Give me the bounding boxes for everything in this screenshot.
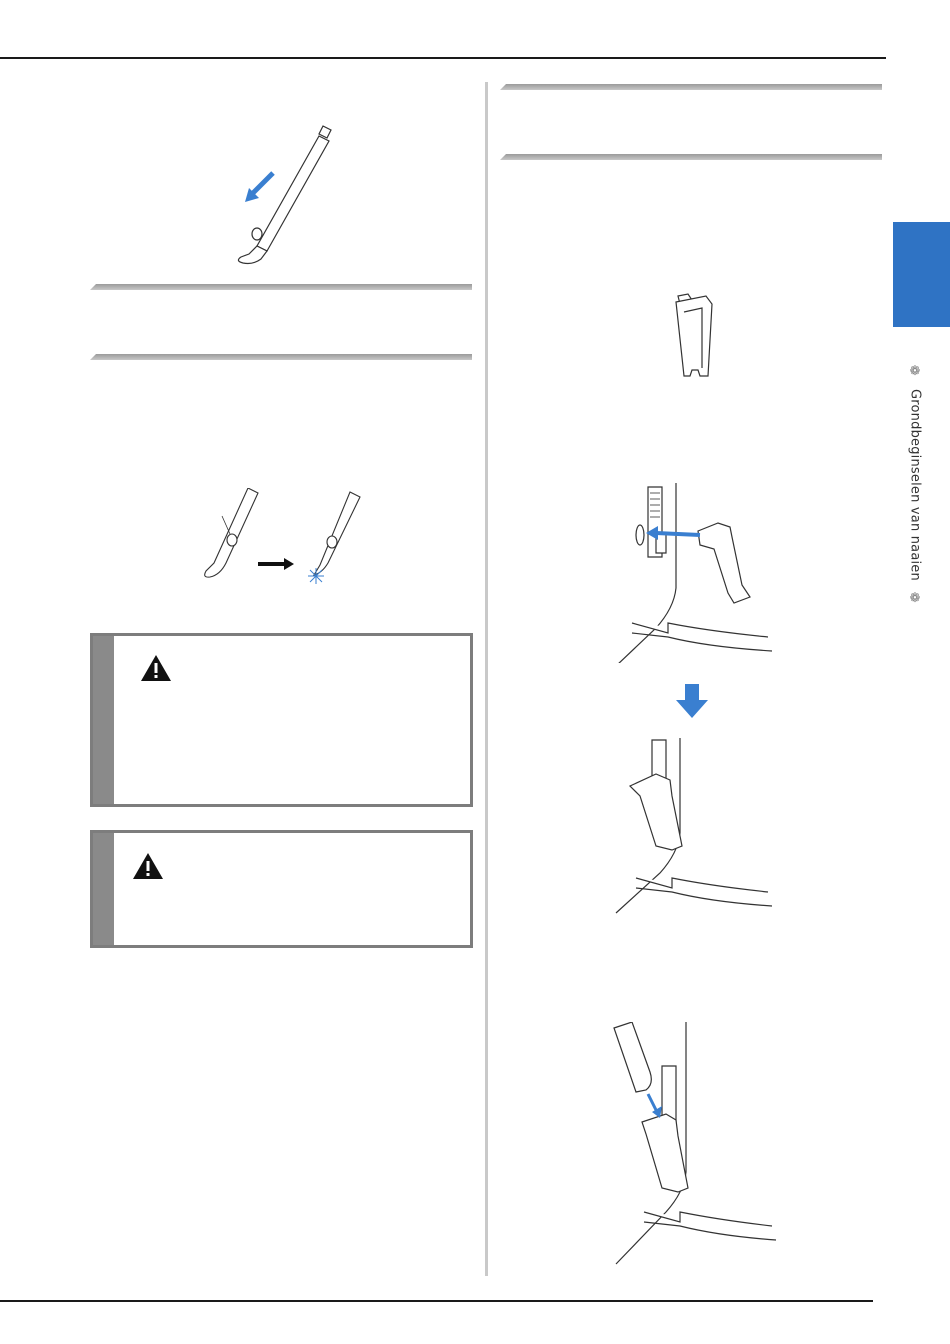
chapter-tab[interactable]: [893, 222, 950, 327]
column-divider: [485, 82, 488, 1276]
down-arrow-icon: [676, 684, 708, 718]
caution-strip: [93, 833, 114, 945]
section-heading-bar-bottom: [500, 154, 882, 160]
pen-in-holder-illustration: [612, 1022, 777, 1267]
caution-box: [90, 633, 473, 807]
chapter-side-label: [901, 350, 929, 620]
holder-attached-illustration: [612, 738, 772, 916]
warning-triangle-icon: [140, 654, 172, 682]
pen-holder-illustration: [664, 290, 724, 382]
attach-holder-illustration: [612, 483, 772, 663]
ornament-icon: ❁: [907, 590, 923, 607]
section-heading-bar-bottom: [90, 354, 472, 360]
pen-with-arrow-illustration: [215, 118, 345, 268]
warning-triangle-icon: [132, 852, 164, 880]
chapter-title: Grondbeginselen van naaien: [907, 389, 923, 581]
section-heading-bar-top: [90, 284, 472, 290]
caution-box: [90, 830, 473, 948]
ornament-icon: ❁: [907, 363, 923, 380]
caution-strip: [93, 636, 114, 804]
header-rule: [0, 57, 886, 59]
footer-rule: [0, 1300, 873, 1302]
section-heading-bar-top: [500, 84, 882, 90]
pen-press-tip-light-illustration: [200, 488, 375, 586]
